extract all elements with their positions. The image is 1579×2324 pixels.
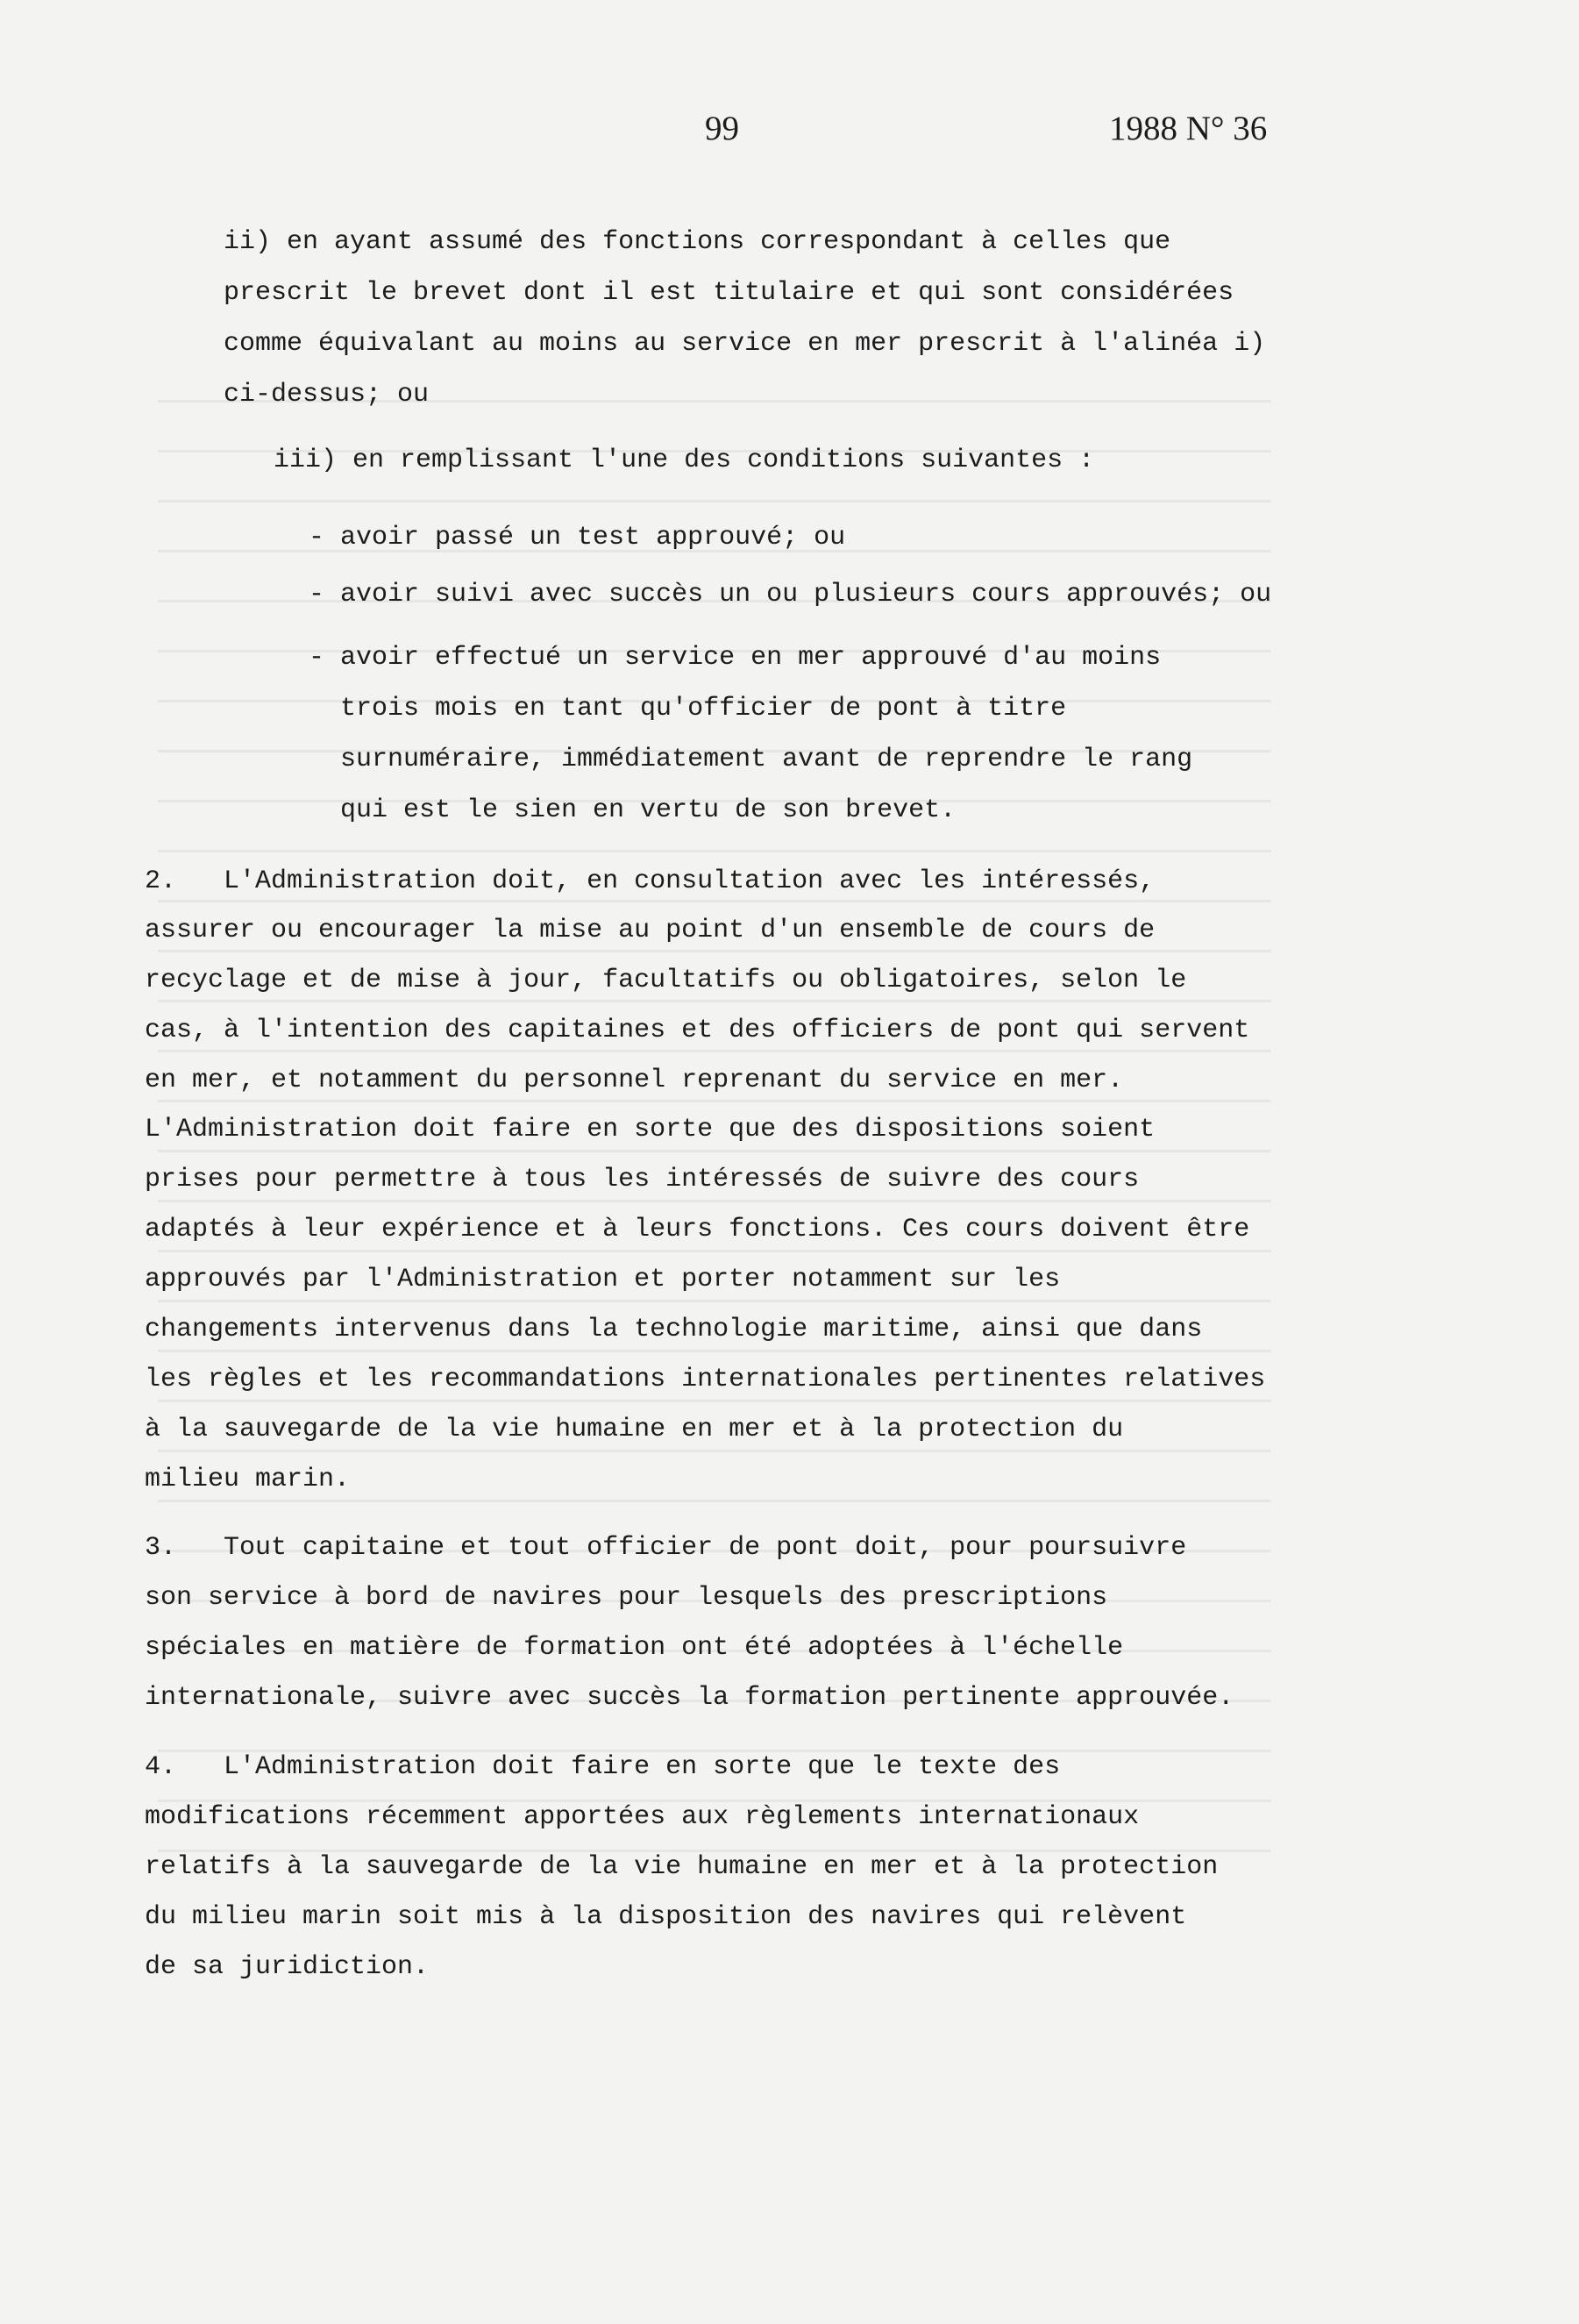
text-line: prescrit le brevet dont il est titulaire et qui sont considérées <box>224 278 1234 308</box>
text-line: prises pour permettre à tous les intéressés de suivre des cours <box>145 1165 1140 1194</box>
text-line: 3. Tout capitaine et tout officier de pont doit, pour poursuivre <box>145 1533 1187 1563</box>
page-number: 99 <box>705 110 739 147</box>
text-line: trois mois en tant qu'officier de pont à titre <box>340 694 1067 724</box>
text-line: du milieu marin soit mis à la disposition des navires qui relèvent <box>145 1902 1187 1932</box>
text-line: qui est le sien en vertu de son brevet. <box>340 795 957 825</box>
text-line: ci-dessus; ou <box>224 380 430 410</box>
text-line: surnuméraire, immédiatement avant de reprendre le rang <box>340 745 1193 774</box>
text-line: adaptés à leur expérience et à leurs fonctions. Ces cours doivent être <box>145 1215 1250 1244</box>
text-line: 2. L'Administration doit, en consultation avec les intéressés, <box>145 866 1156 896</box>
text-line: milieu marin. <box>145 1465 351 1494</box>
text-line: à la sauvegarde de la vie humaine en mer et à la protection du <box>145 1415 1124 1444</box>
page-header <box>0 109 1579 161</box>
text-line: - avoir suivi avec succès un ou plusieurs cours approuvés; ou <box>309 580 1272 610</box>
text-line: relatifs à la sauvegarde de la vie humaine en mer et à la protection <box>145 1852 1219 1882</box>
text-line: - avoir passé un test approuvé; ou <box>309 523 846 552</box>
text-line: changements intervenus dans la technologie maritime, ainsi que dans <box>145 1315 1203 1344</box>
text-line: de sa juridiction. <box>145 1952 430 1982</box>
text-line: son service à bord de navires pour lesquels des prescriptions <box>145 1583 1108 1613</box>
text-line: recyclage et de mise à jour, facultatifs ou obligatoires, selon le <box>145 966 1187 995</box>
text-line: 4. L'Administration doit faire en sorte que le texte des <box>145 1752 1061 1782</box>
text-line: assurer ou encourager la mise au point d'un ensemble de cours de <box>145 916 1156 945</box>
text-line: les règles et les recommandations internationales pertinentes relatives <box>145 1365 1266 1394</box>
text-line: L'Administration doit faire en sorte que des dispositions soient <box>145 1115 1156 1144</box>
text-line: modifications récemment apportées aux règlements internationaux <box>145 1802 1140 1832</box>
document-reference: 1988 N° 36 <box>1109 110 1268 147</box>
text-line: internationale, suivre avec succès la formation pertinente approuvée. <box>145 1683 1234 1713</box>
text-line: - avoir effectué un service en mer approuvé d'au moins <box>309 643 1162 673</box>
text-line: comme équivalant au moins au service en mer prescrit à l'alinéa i) <box>224 329 1266 359</box>
text-line: cas, à l'intention des capitaines et des officiers de pont qui servent <box>145 1016 1250 1045</box>
text-line: en mer, et notamment du personnel reprenant du service en mer. <box>145 1066 1124 1095</box>
text-line: spéciales en matière de formation ont été adoptées à l'échelle <box>145 1633 1124 1663</box>
text-line: approuvés par l'Administration et porter notamment sur les <box>145 1265 1061 1294</box>
text-line: iii) en remplissant l'une des conditions suivantes : <box>274 446 1095 475</box>
text-line: ii) en ayant assumé des fonctions correspondant à celles que <box>224 227 1171 257</box>
